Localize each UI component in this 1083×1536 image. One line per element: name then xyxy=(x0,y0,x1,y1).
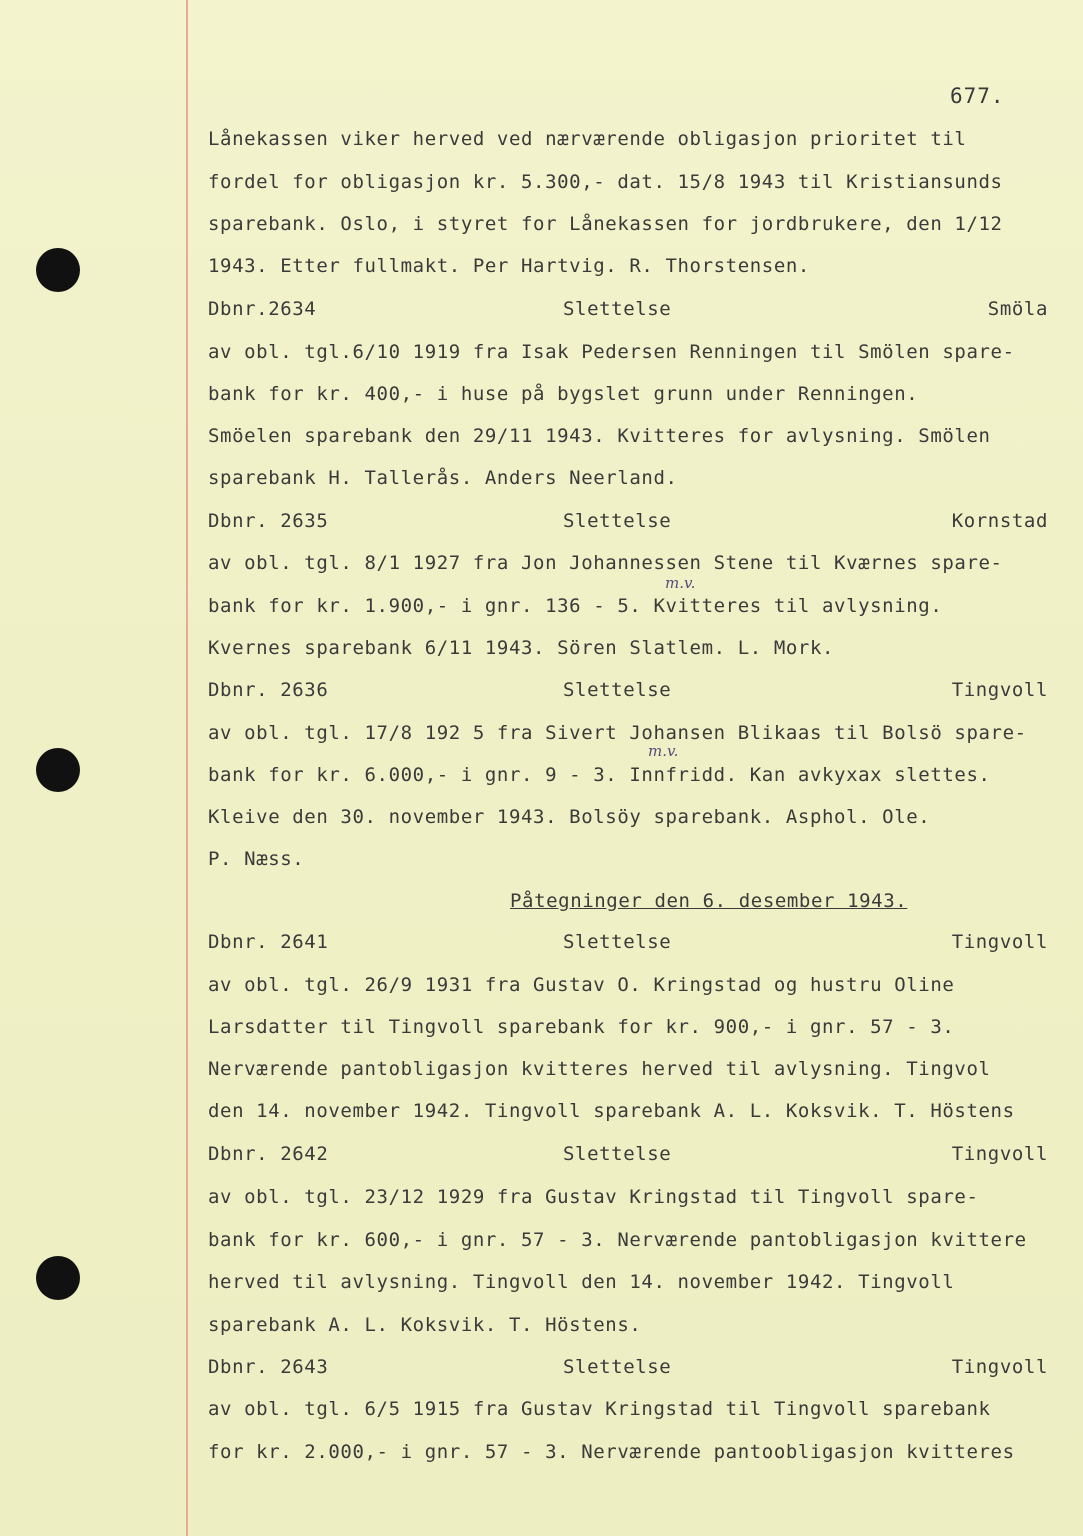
entry-number: Dbnr. 2636 xyxy=(208,679,329,701)
margin-rule xyxy=(186,0,188,1536)
entry-type: Slettelse xyxy=(563,1356,672,1378)
text-line: sparebank. Oslo, i styret for Lånekassen for jordbrukere, den 1/12 xyxy=(208,213,1003,235)
text-line: 1943. Etter fullmakt. Per Hartvig. R. Thorstensen. xyxy=(208,255,810,277)
entry-place: Tingvoll xyxy=(951,931,1048,953)
entry-number: Dbnr. 2635 xyxy=(208,510,329,532)
entry-place: Kornstad xyxy=(951,510,1048,532)
entry-number: Dbnr.2634 xyxy=(208,298,317,320)
entry-header xyxy=(208,1356,1048,1382)
text-line: av obl. tgl. 26/9 1931 fra Gustav O. Kringstad og hustru Oline xyxy=(208,974,955,996)
entry-type: Slettelse xyxy=(563,679,672,701)
text-line: bank for kr. 6.000,- i gnr. 9 - 3. Innfridd. Kan avkyxax slettes. xyxy=(208,764,991,786)
section-heading: Påtegninger den 6. desember 1943. xyxy=(510,890,908,912)
text-line: Kleive den 30. november 1943. Bolsöy sparebank. Asphol. Ole. xyxy=(208,806,931,828)
text-line: bank for kr. 400,- i huse på bygslet grunn under Renningen. xyxy=(208,383,919,405)
text-line: Lånekassen viker herved ved nærværende obligasjon prioritet til xyxy=(208,128,967,150)
entry-number: Dbnr. 2643 xyxy=(208,1356,329,1378)
entry-place: Tingvoll xyxy=(951,1356,1048,1378)
entry-type: Slettelse xyxy=(563,298,672,320)
text-line: fordel for obligasjon kr. 5.300,- dat. 15/8 1943 til Kristiansunds xyxy=(208,171,1003,193)
entry-header xyxy=(208,298,1048,324)
handwritten-annotation: m.v. xyxy=(648,742,679,760)
entry-place: Tingvoll xyxy=(951,679,1048,701)
entry-header xyxy=(208,1143,1048,1169)
entry-header xyxy=(208,931,1048,957)
text-line: av obl. tgl. 23/12 1929 fra Gustav Kringstad til Tingvoll spare- xyxy=(208,1186,979,1208)
entry-header xyxy=(208,510,1048,536)
entry-place: Tingvoll xyxy=(951,1143,1048,1165)
text-line: sparebank H. Tallerås. Anders Neerland. xyxy=(208,467,678,489)
entry-type: Slettelse xyxy=(563,931,672,953)
entry-type: Slettelse xyxy=(563,1143,672,1165)
text-line: Smöelen sparebank den 29/11 1943. Kvitteres for avlysning. Smölen xyxy=(208,425,991,447)
entry-number: Dbnr. 2642 xyxy=(208,1143,329,1165)
text-line: herved til avlysning. Tingvoll den 14. november 1942. Tingvoll xyxy=(208,1271,955,1293)
punch-hole-top xyxy=(36,248,80,292)
text-line: for kr. 2.000,- i gnr. 57 - 3. Nerværende pantoobligasjon kvitteres xyxy=(208,1441,1015,1463)
entry-type: Slettelse xyxy=(563,510,672,532)
entry-number: Dbnr. 2641 xyxy=(208,931,329,953)
entry-place: Smöla xyxy=(987,298,1048,320)
text-line: P. Næss. xyxy=(208,848,305,870)
text-line: av obl. tgl. 17/8 192 5 fra Sivert Johansen Blikaas til Bolsö spare- xyxy=(208,722,1027,744)
text-line: av obl. tgl.6/10 1919 fra Isak Pedersen Renningen til Smölen spare- xyxy=(208,341,1015,363)
text-line: bank for kr. 600,- i gnr. 57 - 3. Nerværende pantobligasjon kvittere xyxy=(208,1229,1027,1251)
text-line: den 14. november 1942. Tingvoll sparebank A. L. Koksvik. T. Höstens xyxy=(208,1100,1015,1122)
text-line: Larsdatter til Tingvoll sparebank for kr. 900,- i gnr. 57 - 3. xyxy=(208,1016,955,1038)
text-line: av obl. tgl. 6/5 1915 fra Gustav Kringstad til Tingvoll sparebank xyxy=(208,1398,991,1420)
text-line: sparebank A. L. Koksvik. T. Höstens. xyxy=(208,1314,642,1336)
text-line: Nerværende pantobligasjon kvitteres herved til avlysning. Tingvol xyxy=(208,1058,991,1080)
handwritten-annotation: m.v. xyxy=(665,574,696,592)
page-number: 677. xyxy=(950,84,1005,108)
text-line: av obl. tgl. 8/1 1927 fra Jon Johannessen Stene til Kværnes spare- xyxy=(208,552,1003,574)
entry-header xyxy=(208,679,1048,705)
punch-hole-bottom xyxy=(36,1256,80,1300)
text-line: Kvernes sparebank 6/11 1943. Sören Slatlem. L. Mork. xyxy=(208,637,835,659)
punch-hole-middle xyxy=(36,748,80,792)
text-line: bank for kr. 1.900,- i gnr. 136 - 5. Kvitteres til avlysning. xyxy=(208,595,943,617)
